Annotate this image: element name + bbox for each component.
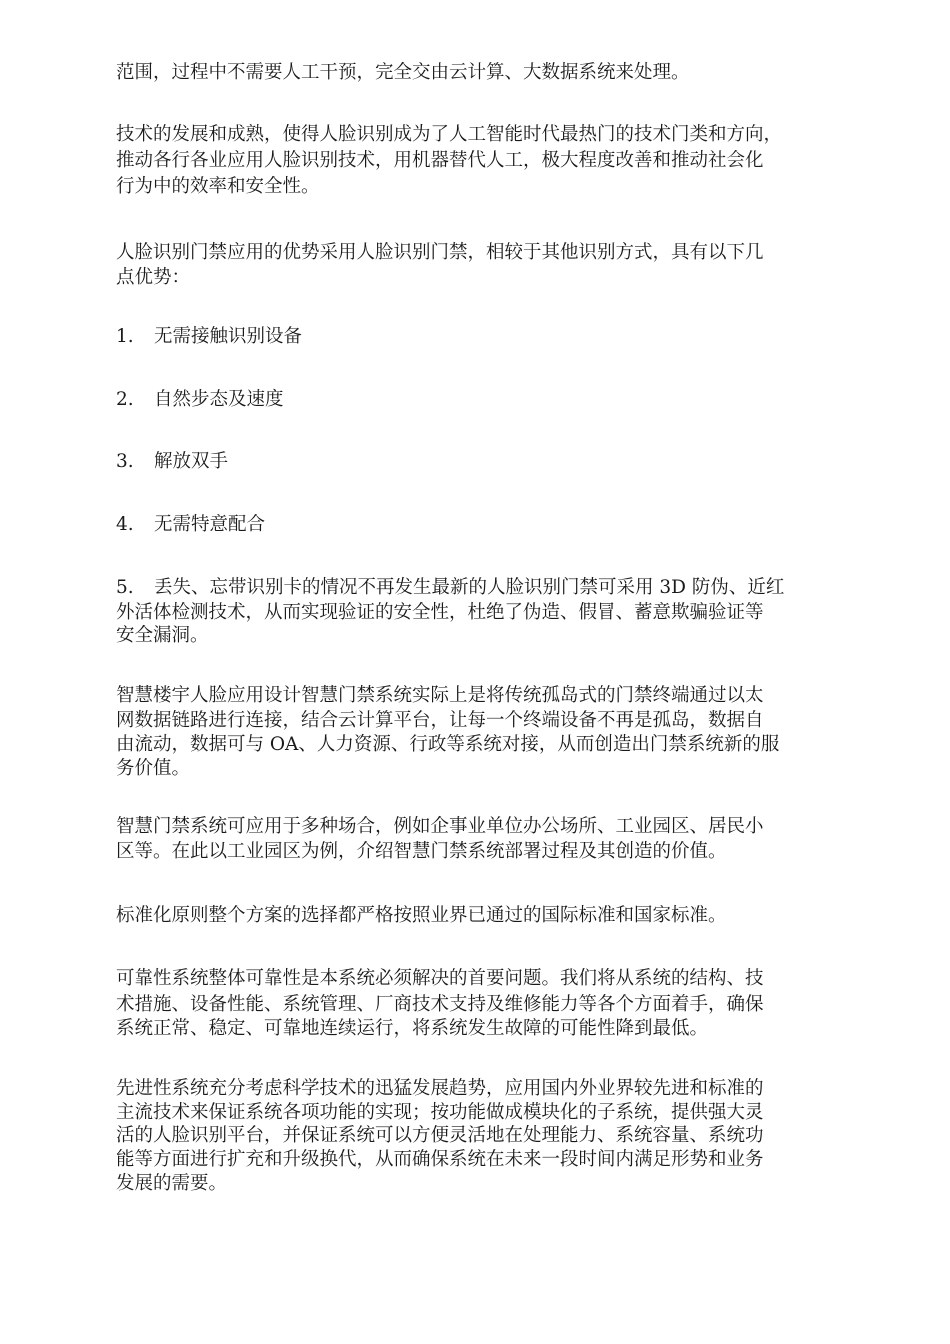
- list-number: 5.: [116, 577, 134, 598]
- list-number: 2.: [116, 389, 134, 410]
- paragraph-line: 主流技术来保证系统各项功能的实现；按功能做成模块化的子系统，提供强大灵: [116, 1102, 764, 1123]
- list-text: 无需接触识别设备: [154, 326, 303, 347]
- paragraph-line: 系统正常、稳定、可靠地连续运行，将系统发生故障的可能性降到最低。: [116, 1018, 709, 1039]
- list-item: [116, 576, 846, 600]
- paragraph-line: 由流动，数据可与 OA、人力资源、行政等系统对接，从而创造出门禁系统新的服: [116, 734, 780, 755]
- paragraph-line: 安全漏洞。: [116, 625, 209, 646]
- paragraph-line: 活的人脸识别平台，并保证系统可以方便灵活地在处理能力、系统容量、系统功: [116, 1125, 764, 1146]
- paragraph-line: 技术的发展和成熟，使得人脸识别成为了人工智能时代最热门的技术门类和方向，: [116, 124, 783, 145]
- paragraph-line: 区等。在此以工业园区为例，介绍智慧门禁系统部署过程及其创造的价值。: [116, 841, 727, 862]
- paragraph-line: 点优势：: [116, 267, 191, 288]
- paragraph-line: 智慧楼宇人脸应用设计智慧门禁系统实际上是将传统孤岛式的门禁终端通过以太: [116, 685, 764, 706]
- paragraph-line: 先进性系统充分考虑科学技术的迅猛发展趋势，应用国内外业界较先进和标准的: [116, 1078, 764, 1099]
- list-text: 无需特意配合: [154, 514, 266, 535]
- list-item: [116, 450, 846, 474]
- list-number: 4.: [116, 514, 134, 535]
- list-number: 1.: [116, 326, 134, 347]
- paragraph-line: 外活体检测技术，从而实现验证的安全性，杜绝了伪造、假冒、蓄意欺骗验证等: [116, 602, 764, 623]
- paragraph-line: 网数据链路进行连接，结合云计算平台，让每一个终端设备不再是孤岛，数据自: [116, 710, 764, 731]
- paragraph-line: 可靠性系统整体可靠性是本系统必须解决的首要问题。我们将从系统的结构、技: [116, 968, 764, 989]
- list-text: 自然步态及速度: [154, 389, 284, 410]
- list-item: [116, 325, 846, 349]
- list-text: 解放双手: [154, 451, 229, 472]
- paragraph-line: 推动各行各业应用人脸识别技术，用机器替代人工，极大程度改善和推动社会化: [116, 150, 764, 171]
- paragraph-line: 标准化原则整个方案的选择都严格按照业界已通过的国际标准和国家标准。: [116, 905, 727, 926]
- list-item: [116, 513, 846, 537]
- list-number: 3.: [116, 451, 134, 472]
- paragraph-line: 行为中的效率和安全性。: [116, 176, 320, 197]
- list-text: 丢失、忘带识别卡的情况不再发生最新的人脸识别门禁可采用 3D 防伪、近红: [154, 577, 785, 598]
- paragraph-line: 能等方面进行扩充和升级换代，从而确保系统在未来一段时间内满足形势和业务: [116, 1149, 764, 1170]
- paragraph-line: 务价值。: [116, 758, 191, 779]
- paragraph-line: 术措施、设备性能、系统管理、厂商技术支持及维修能力等各个方面着手，确保: [116, 994, 764, 1015]
- paragraph-line: 范围，过程中不需要人工干预，完全交由云计算、大数据系统来处理。: [116, 62, 690, 83]
- paragraph-line: 智慧门禁系统可应用于多种场合，例如企事业单位办公场所、工业园区、居民小: [116, 816, 764, 837]
- list-item: [116, 388, 846, 412]
- paragraph-line: 人脸识别门禁应用的优势采用人脸识别门禁，相较于其他识别方式，具有以下几: [116, 242, 764, 263]
- paragraph-line: 发展的需要。: [116, 1173, 228, 1194]
